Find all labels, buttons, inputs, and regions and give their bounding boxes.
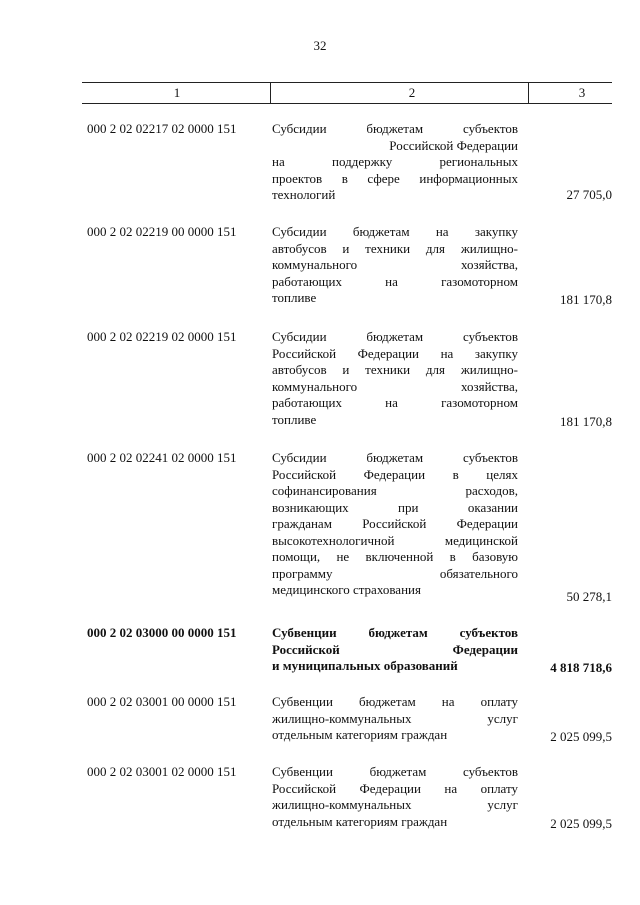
row-amount: 181 170,8 xyxy=(560,414,612,429)
description-line: жилищно-коммунальных услуг xyxy=(272,797,518,812)
description-line: работающих на газомоторном xyxy=(272,395,518,410)
table-header xyxy=(82,82,612,104)
description-line: топливе xyxy=(272,290,317,305)
row-amount: 50 278,1 xyxy=(566,589,612,604)
header-col-2: 2 xyxy=(408,85,416,100)
description-line: Субсидии бюджетам на закупку xyxy=(272,224,518,239)
budget-code: 000 2 02 03000 00 0000 151 xyxy=(87,625,237,640)
description-line: Российской Федерации в целях xyxy=(272,466,518,482)
description-line: гражданам Российской Федерации xyxy=(272,516,518,531)
row-description xyxy=(272,450,518,599)
budget-code: 000 2 02 02217 02 0000 151 xyxy=(87,121,237,136)
row-amount: 4 818 718,6 xyxy=(550,660,612,675)
budget-code: 000 2 02 02241 02 0000 151 xyxy=(87,450,237,465)
description-line: Субвенции бюджетам субъектов xyxy=(272,625,518,640)
description-line: коммунального хозяйства, xyxy=(272,378,518,394)
description-line: работающих на газомоторном xyxy=(272,273,518,289)
description-line: медицинского страхования xyxy=(272,582,421,597)
description-line: Субвенции бюджетам на оплату xyxy=(272,694,518,709)
description-line: коммунального хозяйства, xyxy=(272,257,518,272)
description-line: Субсидии бюджетам субъектов xyxy=(272,450,518,465)
description-line: проектов в сфере информационных xyxy=(272,170,518,186)
row-amount: 2 025 099,5 xyxy=(550,816,612,831)
row-description xyxy=(272,694,518,744)
description-line: Субсидии бюджетам субъектов xyxy=(272,329,518,344)
description-line: Российской Федерации на оплату xyxy=(272,780,518,796)
budget-code: 000 2 02 03001 00 0000 151 xyxy=(87,694,237,709)
row-amount: 181 170,8 xyxy=(560,292,612,307)
description-line: жилищно-коммунальных услуг xyxy=(272,710,518,726)
row-description xyxy=(272,764,518,830)
description-line: на поддержку региональных xyxy=(272,154,518,169)
description-line: и муниципальных образований xyxy=(272,658,458,673)
description-line: Субвенции бюджетам субъектов xyxy=(272,764,518,779)
row-amount: 27 705,0 xyxy=(566,187,612,202)
description-line: топливе xyxy=(272,411,317,427)
header-col-3: 3 xyxy=(578,85,586,100)
budget-code: 000 2 02 02219 02 0000 151 xyxy=(87,329,237,344)
description-line: программу обязательного xyxy=(272,565,518,581)
description-line: Российской Федерации xyxy=(389,137,518,153)
description-line: автобусов и техники для жилищно- xyxy=(272,240,518,256)
row-description xyxy=(272,329,518,428)
row-amount: 2 025 099,5 xyxy=(550,729,612,744)
description-line: отдельным категориям граждан xyxy=(272,727,448,742)
description-line: помощи, не включенной в базовую xyxy=(272,549,518,564)
description-line: софинансирования расходов, xyxy=(272,483,518,498)
budget-code: 000 2 02 03001 02 0000 151 xyxy=(87,764,237,779)
budget-code: 000 2 02 02219 00 0000 151 xyxy=(87,224,237,239)
description-line: Российской Федерации на закупку xyxy=(272,345,518,361)
row-description xyxy=(272,121,518,204)
description-line: Субсидии бюджетам субъектов xyxy=(272,121,518,136)
description-line: Российской Федерации xyxy=(272,641,518,657)
row-description xyxy=(272,224,518,307)
description-line: отдельным категориям граждан xyxy=(272,813,448,829)
page-number: 32 xyxy=(313,38,327,53)
description-line: автобусов и техники для жилищно- xyxy=(272,362,518,377)
description-line: высокотехнологичной медицинской xyxy=(272,532,518,548)
description-line: возникающих при оказании xyxy=(272,499,518,515)
header-col-1: 1 xyxy=(173,85,181,100)
row-description xyxy=(272,625,518,675)
description-line: технологий xyxy=(272,187,336,202)
